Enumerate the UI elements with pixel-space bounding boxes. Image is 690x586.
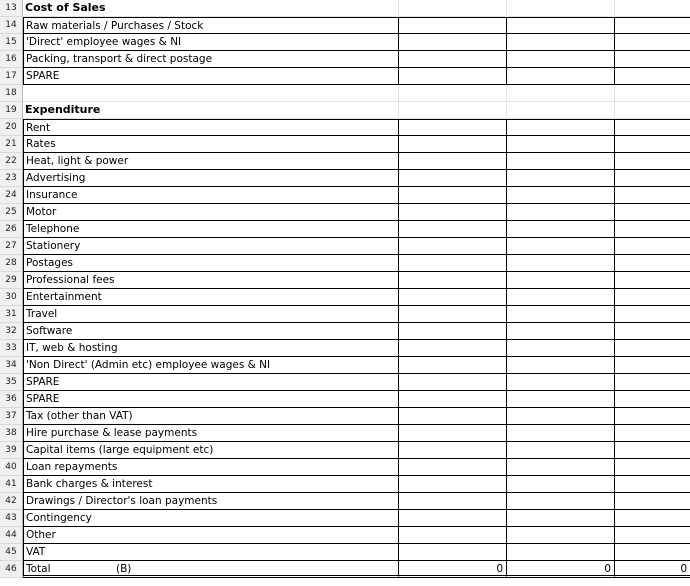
- blank-row: [0, 85, 690, 102]
- value-cell[interactable]: [398, 170, 506, 187]
- row-label[interactable]: Other: [23, 527, 398, 544]
- value-cell[interactable]: [506, 255, 614, 272]
- value-cell[interactable]: [614, 306, 690, 323]
- table-row: [0, 204, 690, 221]
- row-number[interactable]: 38: [0, 425, 23, 442]
- row-number[interactable]: 39: [0, 442, 23, 459]
- value-cell[interactable]: [614, 544, 690, 561]
- row-number[interactable]: 26: [0, 221, 23, 238]
- row-number[interactable]: 27: [0, 238, 23, 255]
- row-label[interactable]: Heat, light & power: [23, 153, 398, 170]
- value-cell[interactable]: [614, 51, 690, 68]
- row-number[interactable]: 28: [0, 255, 23, 272]
- row-number[interactable]: 15: [0, 34, 23, 51]
- value-cell[interactable]: [614, 340, 690, 357]
- value-cell[interactable]: [398, 136, 506, 153]
- value-cell[interactable]: [506, 272, 614, 289]
- table-row: [0, 493, 690, 510]
- value-cell[interactable]: [398, 85, 506, 102]
- row-number[interactable]: 20: [0, 119, 23, 136]
- row-number[interactable]: 46: [0, 561, 23, 578]
- value-cell[interactable]: [614, 102, 690, 119]
- row-number[interactable]: 44: [0, 527, 23, 544]
- value-cell[interactable]: [398, 187, 506, 204]
- row-label[interactable]: 'Non Direct' (Admin etc) employee wages & NI: [23, 357, 398, 374]
- value-cell[interactable]: [506, 459, 614, 476]
- value-cell[interactable]: [398, 238, 506, 255]
- value-cell[interactable]: [506, 136, 614, 153]
- row-label[interactable]: VAT: [23, 544, 398, 561]
- row-label[interactable]: Tax (other than VAT): [23, 408, 398, 425]
- value-cell[interactable]: [506, 51, 614, 68]
- value-cell[interactable]: [398, 34, 506, 51]
- value-cell[interactable]: [398, 357, 506, 374]
- value-cell[interactable]: [506, 289, 614, 306]
- section-title[interactable]: Cost of Sales: [23, 0, 398, 17]
- table-row: [0, 323, 690, 340]
- row-label[interactable]: Hire purchase & lease payments: [23, 425, 398, 442]
- value-cell[interactable]: [398, 459, 506, 476]
- value-cell[interactable]: [398, 51, 506, 68]
- row-label[interactable]: Bank charges & interest: [23, 476, 398, 493]
- row-label[interactable]: IT, web & hosting: [23, 340, 398, 357]
- table-row: [0, 510, 690, 527]
- row-label[interactable]: Motor: [23, 204, 398, 221]
- value-cell[interactable]: [398, 102, 506, 119]
- row-number[interactable]: 32: [0, 323, 23, 340]
- row-label[interactable]: SPARE: [23, 374, 398, 391]
- value-cell[interactable]: [398, 442, 506, 459]
- table-row: [0, 34, 690, 51]
- table-row: [0, 136, 690, 153]
- value-cell[interactable]: [614, 68, 690, 85]
- value-cell[interactable]: [614, 408, 690, 425]
- value-cell[interactable]: [614, 357, 690, 374]
- table-row: [0, 187, 690, 204]
- row-number[interactable]: 22: [0, 153, 23, 170]
- value-cell[interactable]: [506, 425, 614, 442]
- row-number[interactable]: 17: [0, 68, 23, 85]
- value-cell[interactable]: [398, 408, 506, 425]
- value-cell[interactable]: [398, 340, 506, 357]
- value-cell[interactable]: [506, 102, 614, 119]
- table-row: [0, 255, 690, 272]
- row-label[interactable]: Drawings / Director's loan payments: [23, 493, 398, 510]
- value-cell[interactable]: [506, 221, 614, 238]
- row-number[interactable]: 42: [0, 493, 23, 510]
- row-label[interactable]: Loan repayments: [23, 459, 398, 476]
- value-cell[interactable]: [614, 85, 690, 102]
- row-label[interactable]: Stationery: [23, 238, 398, 255]
- value-cell[interactable]: [398, 17, 506, 34]
- value-cell[interactable]: [398, 510, 506, 527]
- table-row: [0, 357, 690, 374]
- value-cell[interactable]: [614, 323, 690, 340]
- value-cell[interactable]: [398, 544, 506, 561]
- row-label[interactable]: 'Direct' employee wages & NI: [23, 34, 398, 51]
- value-cell[interactable]: [398, 425, 506, 442]
- row-number[interactable]: 45: [0, 544, 23, 561]
- value-cell[interactable]: [614, 34, 690, 51]
- table-row: [0, 68, 690, 85]
- value-cell[interactable]: [398, 68, 506, 85]
- table-row: [0, 476, 690, 493]
- row-number[interactable]: 36: [0, 391, 23, 408]
- value-cell[interactable]: [614, 17, 690, 34]
- value-cell[interactable]: [506, 170, 614, 187]
- value-cell[interactable]: [506, 187, 614, 204]
- total-label[interactable]: Total (B): [23, 561, 398, 578]
- value-cell[interactable]: [614, 153, 690, 170]
- value-cell[interactable]: [398, 204, 506, 221]
- value-cell[interactable]: [506, 374, 614, 391]
- row-number[interactable]: 34: [0, 357, 23, 374]
- row-label[interactable]: Capital items (large equipment etc): [23, 442, 398, 459]
- value-cell[interactable]: [614, 272, 690, 289]
- table-row: [0, 527, 690, 544]
- value-cell[interactable]: [398, 476, 506, 493]
- value-cell[interactable]: [398, 306, 506, 323]
- row-number[interactable]: 21: [0, 136, 23, 153]
- row-number[interactable]: 24: [0, 187, 23, 204]
- row-label[interactable]: Insurance: [23, 187, 398, 204]
- row-number[interactable]: 13: [0, 0, 23, 17]
- value-cell[interactable]: [506, 0, 614, 17]
- row-number[interactable]: 25: [0, 204, 23, 221]
- value-cell[interactable]: [614, 459, 690, 476]
- row-label[interactable]: SPARE: [23, 68, 398, 85]
- value-cell[interactable]: 0: [398, 561, 506, 578]
- table-row: [0, 306, 690, 323]
- table-row: [0, 51, 690, 68]
- row-label[interactable]: Rates: [23, 136, 398, 153]
- value-cell[interactable]: [614, 527, 690, 544]
- row-label[interactable]: Advertising: [23, 170, 398, 187]
- row-label[interactable]: Raw materials / Purchases / Stock: [23, 17, 398, 34]
- row-number[interactable]: 19: [0, 102, 23, 119]
- row-label[interactable]: Professional fees: [23, 272, 398, 289]
- value-cell[interactable]: [614, 0, 690, 17]
- value-cell[interactable]: [506, 357, 614, 374]
- value-cell[interactable]: [506, 510, 614, 527]
- table-row: [0, 272, 690, 289]
- value-cell[interactable]: [506, 527, 614, 544]
- value-cell[interactable]: [506, 493, 614, 510]
- row-number[interactable]: 41: [0, 476, 23, 493]
- value-cell[interactable]: [398, 153, 506, 170]
- value-cell[interactable]: [506, 85, 614, 102]
- table-row: [0, 170, 690, 187]
- row-number[interactable]: 43: [0, 510, 23, 527]
- row-number[interactable]: 37: [0, 408, 23, 425]
- value-cell[interactable]: [614, 255, 690, 272]
- value-cell[interactable]: [398, 0, 506, 17]
- value-cell[interactable]: [398, 527, 506, 544]
- row-label[interactable]: Contingency: [23, 510, 398, 527]
- row-label[interactable]: SPARE: [23, 391, 398, 408]
- value-cell[interactable]: 0: [614, 561, 690, 578]
- value-cell[interactable]: 0: [506, 561, 614, 578]
- table-row: [0, 17, 690, 34]
- value-cell[interactable]: [614, 136, 690, 153]
- section-title[interactable]: Expenditure: [23, 102, 398, 119]
- row-number[interactable]: 30: [0, 289, 23, 306]
- table-row: [0, 374, 690, 391]
- value-cell[interactable]: [614, 187, 690, 204]
- value-cell[interactable]: [506, 306, 614, 323]
- empty-cell[interactable]: [23, 85, 398, 102]
- section-header-row: [0, 102, 690, 119]
- row-label[interactable]: Telephone: [23, 221, 398, 238]
- value-cell[interactable]: [506, 119, 614, 136]
- value-cell[interactable]: [398, 221, 506, 238]
- value-cell[interactable]: [506, 153, 614, 170]
- value-cell[interactable]: [398, 323, 506, 340]
- value-cell[interactable]: [506, 391, 614, 408]
- table-row: [0, 425, 690, 442]
- value-cell[interactable]: [614, 170, 690, 187]
- value-cell[interactable]: [614, 493, 690, 510]
- row-number[interactable]: 29: [0, 272, 23, 289]
- value-cell[interactable]: [506, 340, 614, 357]
- value-cell[interactable]: [614, 391, 690, 408]
- value-cell[interactable]: [398, 119, 506, 136]
- total-suffix: (B): [116, 563, 132, 575]
- value-cell[interactable]: [614, 476, 690, 493]
- value-cell[interactable]: [614, 221, 690, 238]
- row-number[interactable]: 18: [0, 85, 23, 102]
- row-number[interactable]: 23: [0, 170, 23, 187]
- row-label[interactable]: Entertainment: [23, 289, 398, 306]
- value-cell[interactable]: [614, 204, 690, 221]
- value-cell[interactable]: [614, 374, 690, 391]
- table-row: [0, 459, 690, 476]
- row-label[interactable]: Travel: [23, 306, 398, 323]
- total-row: [0, 561, 690, 578]
- table-row: [0, 238, 690, 255]
- table-row: [0, 544, 690, 561]
- row-label[interactable]: Software: [23, 323, 398, 340]
- row-number[interactable]: 35: [0, 374, 23, 391]
- table-row: [0, 289, 690, 306]
- value-cell[interactable]: [506, 68, 614, 85]
- value-cell[interactable]: [506, 204, 614, 221]
- row-label[interactable]: Packing, transport & direct postage: [23, 51, 398, 68]
- table-row: [0, 442, 690, 459]
- value-cell[interactable]: [506, 238, 614, 255]
- value-cell[interactable]: [614, 289, 690, 306]
- value-cell[interactable]: [614, 510, 690, 527]
- table-row: [0, 221, 690, 238]
- row-number[interactable]: 33: [0, 340, 23, 357]
- value-cell[interactable]: [506, 323, 614, 340]
- table-row: [0, 391, 690, 408]
- value-cell[interactable]: [614, 119, 690, 136]
- value-cell[interactable]: [506, 544, 614, 561]
- value-cell[interactable]: [506, 408, 614, 425]
- value-cell[interactable]: [614, 425, 690, 442]
- value-cell[interactable]: [506, 34, 614, 51]
- value-cell[interactable]: [614, 442, 690, 459]
- row-number[interactable]: 14: [0, 17, 23, 34]
- value-cell[interactable]: [506, 17, 614, 34]
- section-header-row: [0, 0, 690, 17]
- value-cell[interactable]: [398, 289, 506, 306]
- table-row: [0, 153, 690, 170]
- table-row: [0, 119, 690, 136]
- table-row: [0, 340, 690, 357]
- value-cell[interactable]: [506, 476, 614, 493]
- value-cell[interactable]: [398, 272, 506, 289]
- value-cell[interactable]: [398, 255, 506, 272]
- row-number[interactable]: 16: [0, 51, 23, 68]
- row-label[interactable]: Postages: [23, 255, 398, 272]
- table-row: [0, 408, 690, 425]
- row-number[interactable]: 40: [0, 459, 23, 476]
- value-cell[interactable]: [614, 238, 690, 255]
- value-cell[interactable]: [398, 374, 506, 391]
- value-cell[interactable]: [506, 442, 614, 459]
- value-cell[interactable]: [398, 493, 506, 510]
- row-label[interactable]: Rent: [23, 119, 398, 136]
- row-number[interactable]: 31: [0, 306, 23, 323]
- value-cell[interactable]: [398, 391, 506, 408]
